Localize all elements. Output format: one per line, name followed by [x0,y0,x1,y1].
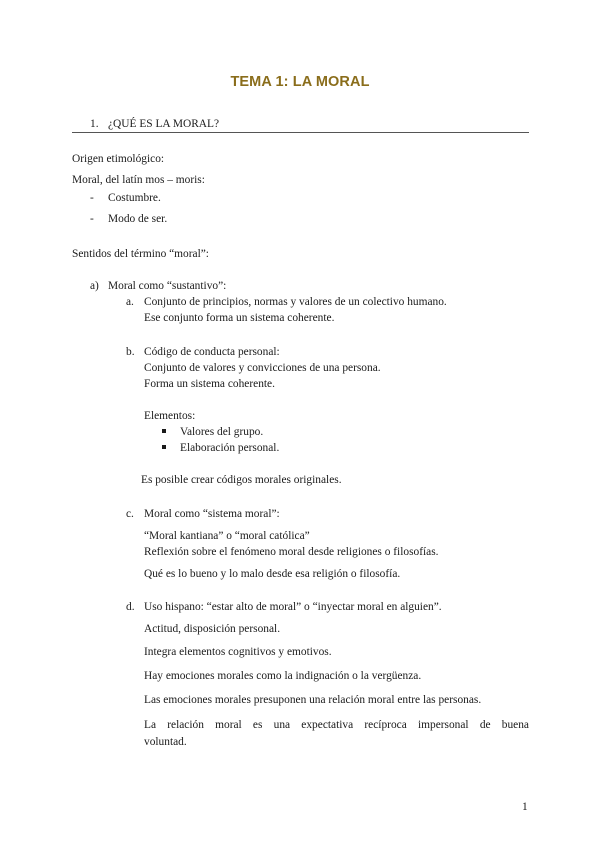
page-title: TEMA 1: LA MORAL [230,74,370,90]
origen-label: Origen etimológico: [72,153,165,165]
list-item: Modo de ser. [108,213,168,225]
sub-c-marker: c. [126,508,134,520]
sub-c-extra: Qué es lo bueno y lo malo desde esa religión o filosofía. [144,568,401,580]
sub-d-last-line: La relación moral es una expectativa recíproca impersonal de buena [144,719,529,731]
sub-d-paragraph: Actitud, disposición personal. [144,623,281,635]
sub-b-marker: b. [126,346,135,358]
sub-a-marker: a. [126,296,134,308]
sub-d-paragraph: Hay emociones morales como la indignación o la vergüenza. [144,670,422,682]
origen-line: Moral, del latín mos – moris: [72,174,205,186]
section-heading: ¿QUÉ ES LA MORAL? [108,118,220,130]
sub-a-line: Conjunto de principios, normas y valores de un colectivo humano. [144,296,447,308]
dash-bullet: - [90,192,94,204]
sub-b-line: Código de conducta personal: [144,346,280,358]
sub-b-line: Forma un sistema coherente. [144,378,275,390]
sub-c-line: “Moral kantiana” o “moral católica” [144,530,310,542]
sub-b-line: Conjunto de valores y convicciones de una persona. [144,362,381,374]
section-number: 1. [90,118,99,130]
sub-a-line: Ese conjunto forma un sistema coherente. [144,312,335,324]
sub-d-paragraph: Integra elementos cognitivos y emotivos. [144,646,332,658]
sub-d-paragraph: Las emociones morales presuponen una relación moral entre las personas. [144,694,482,706]
section-divider [72,132,529,133]
list-item: Elaboración personal. [180,442,280,454]
square-bullet-icon [162,441,166,455]
sub-d-marker: d. [126,601,135,613]
sub-c-heading: Moral como “sistema moral”: [144,508,280,520]
square-bullet-icon [162,425,166,439]
sub-d-heading: Uso hispano: “estar alto de moral” o “inyectar moral en alguien”. [144,601,442,613]
elementos-label: Elementos: [144,410,196,422]
list-item: Costumbre. [108,192,161,204]
list-item: Valores del grupo. [180,426,264,438]
sentidos-heading: Sentidos del término “moral”: [72,248,209,260]
item-a-marker: a) [90,280,99,292]
sub-c-line: Reflexión sobre el fenómeno moral desde religiones o filosofías. [144,546,439,558]
page-number: 1 [522,801,528,813]
sub-d-last-line-end: voluntad. [144,736,187,748]
dash-bullet: - [90,213,94,225]
item-a-heading: Moral como “sustantivo”: [108,280,227,292]
posible-text: Es posible crear códigos morales originales. [141,474,342,486]
